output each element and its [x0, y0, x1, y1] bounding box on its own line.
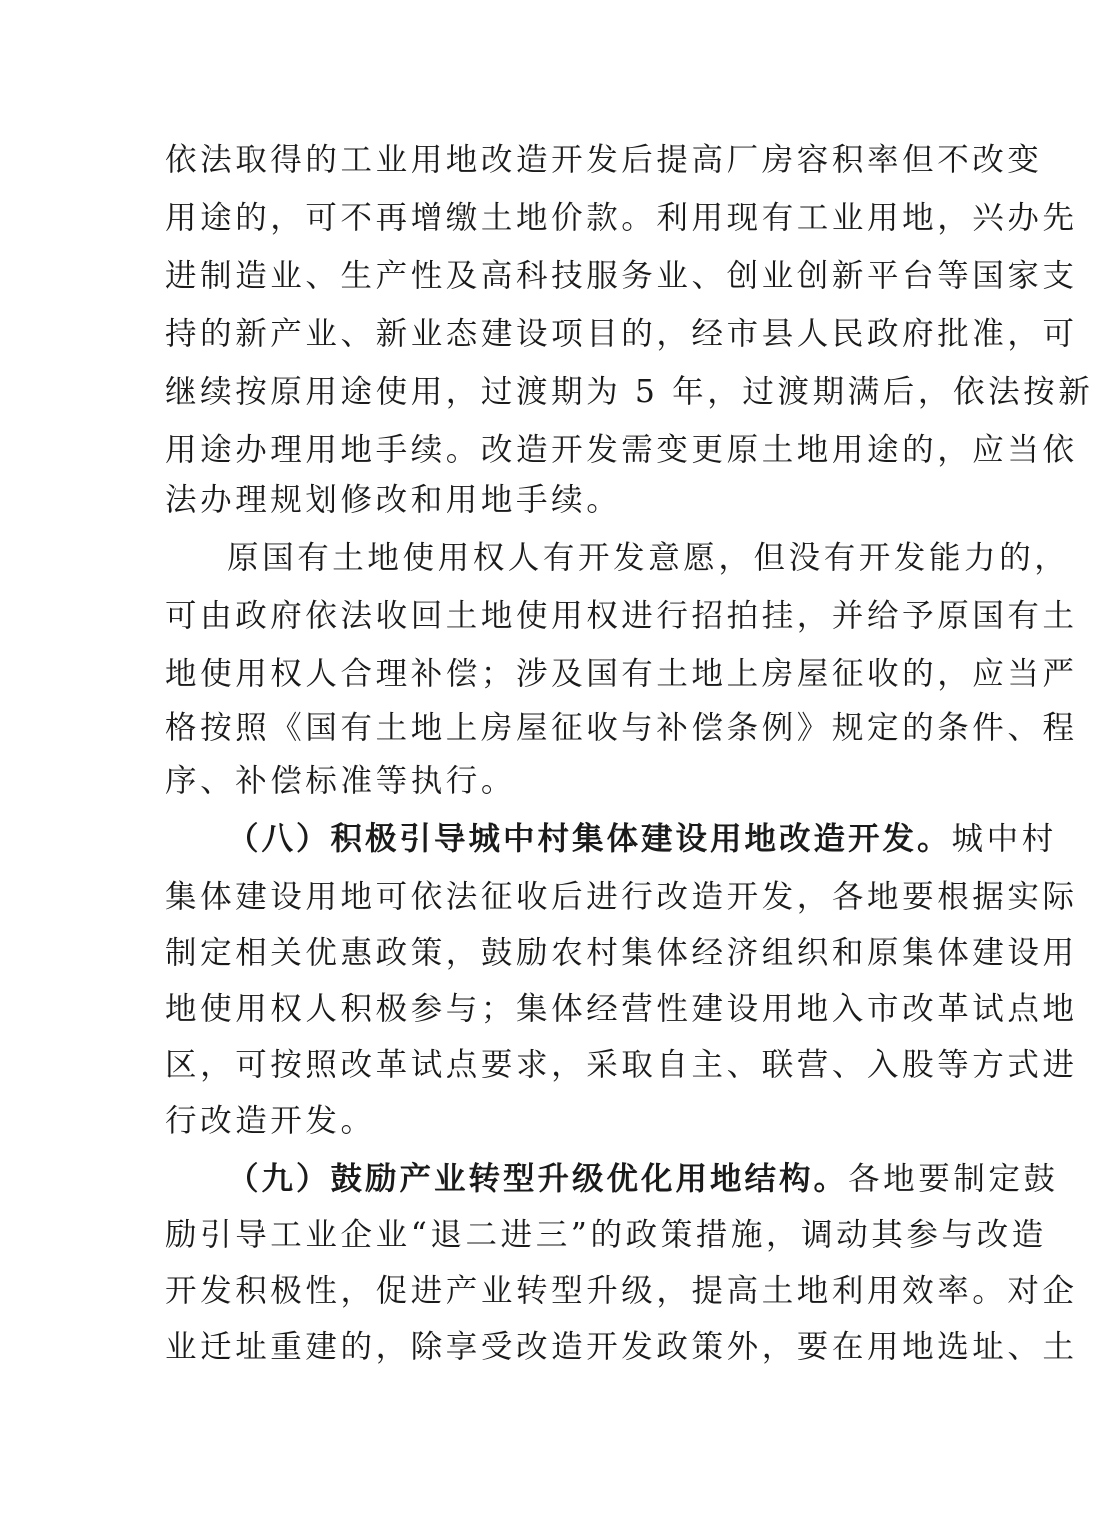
text-line: 用途的，可不再增缴土地价款。利用现有工业用地，兴办先 [165, 200, 1078, 236]
text-line: 用途办理用地手续。改造开发需变更原土地用途的，应当依 [165, 432, 1078, 468]
text-line: 行改造开发。 [165, 1103, 376, 1139]
text-line: 地使用权人积极参与；集体经营性建设用地入市改革试点地 [165, 991, 1078, 1027]
section-first-line [227, 1150, 1059, 1208]
text-line: 继续按原用途使用，过渡期为 5 年，过渡期满后，依法按新 [165, 374, 1093, 410]
text-line: 格按照《国有土地上房屋征收与补偿条例》规定的条件、程 [165, 710, 1078, 746]
text-line: 法办理规划修改和用地手续。 [165, 482, 622, 518]
text-line: 持的新产业、新业态建设项目的，经市县人民政府批准，可 [165, 316, 1078, 352]
section-8-heading: （八）积极引导城中村集体建设用地改造开发。 [227, 821, 952, 857]
text-line: 可由政府依法收回土地使用权进行招拍挂，并给予原国有土 [165, 598, 1078, 634]
text-line: 制定相关优惠政策，鼓励农村集体经济组织和原集体建设用 [165, 935, 1078, 971]
text-line: 地使用权人合理补偿；涉及国有土地上房屋征收的，应当严 [165, 656, 1078, 692]
text-line: 原国有土地使用权人有开发意愿，但没有开发能力的， [227, 540, 1070, 576]
section-first-line [227, 810, 1057, 868]
text-line: 区，可按照改革试点要求，采取自主、联营、入股等方式进 [165, 1047, 1078, 1083]
text-line: 序、补偿标准等执行。 [165, 763, 517, 799]
text-line: 依法取得的工业用地改造开发后提高厂房容积率但不改变 [165, 142, 1043, 178]
text-line: 开发积极性，促进产业转型升级，提高土地利用效率。对企 [165, 1273, 1078, 1309]
section-9-heading: （九）鼓励产业转型升级优化用地结构。 [227, 1161, 849, 1197]
text-line: 业迁址重建的，除享受改造开发政策外，要在用地选址、土 [165, 1329, 1078, 1365]
section-9-first-line-text: 各地要制定鼓 [848, 1161, 1059, 1197]
text-line: 进制造业、生产性及高科技服务业、创业创新平台等国家支 [165, 258, 1078, 294]
text-line: 集体建设用地可依法征收后进行改造开发，各地要根据实际 [165, 879, 1078, 915]
text-line: 励引导工业企业“退二进三”的政策措施，调动其参与改造 [165, 1217, 1047, 1253]
section-8-first-line-text: 城中村 [951, 821, 1057, 857]
